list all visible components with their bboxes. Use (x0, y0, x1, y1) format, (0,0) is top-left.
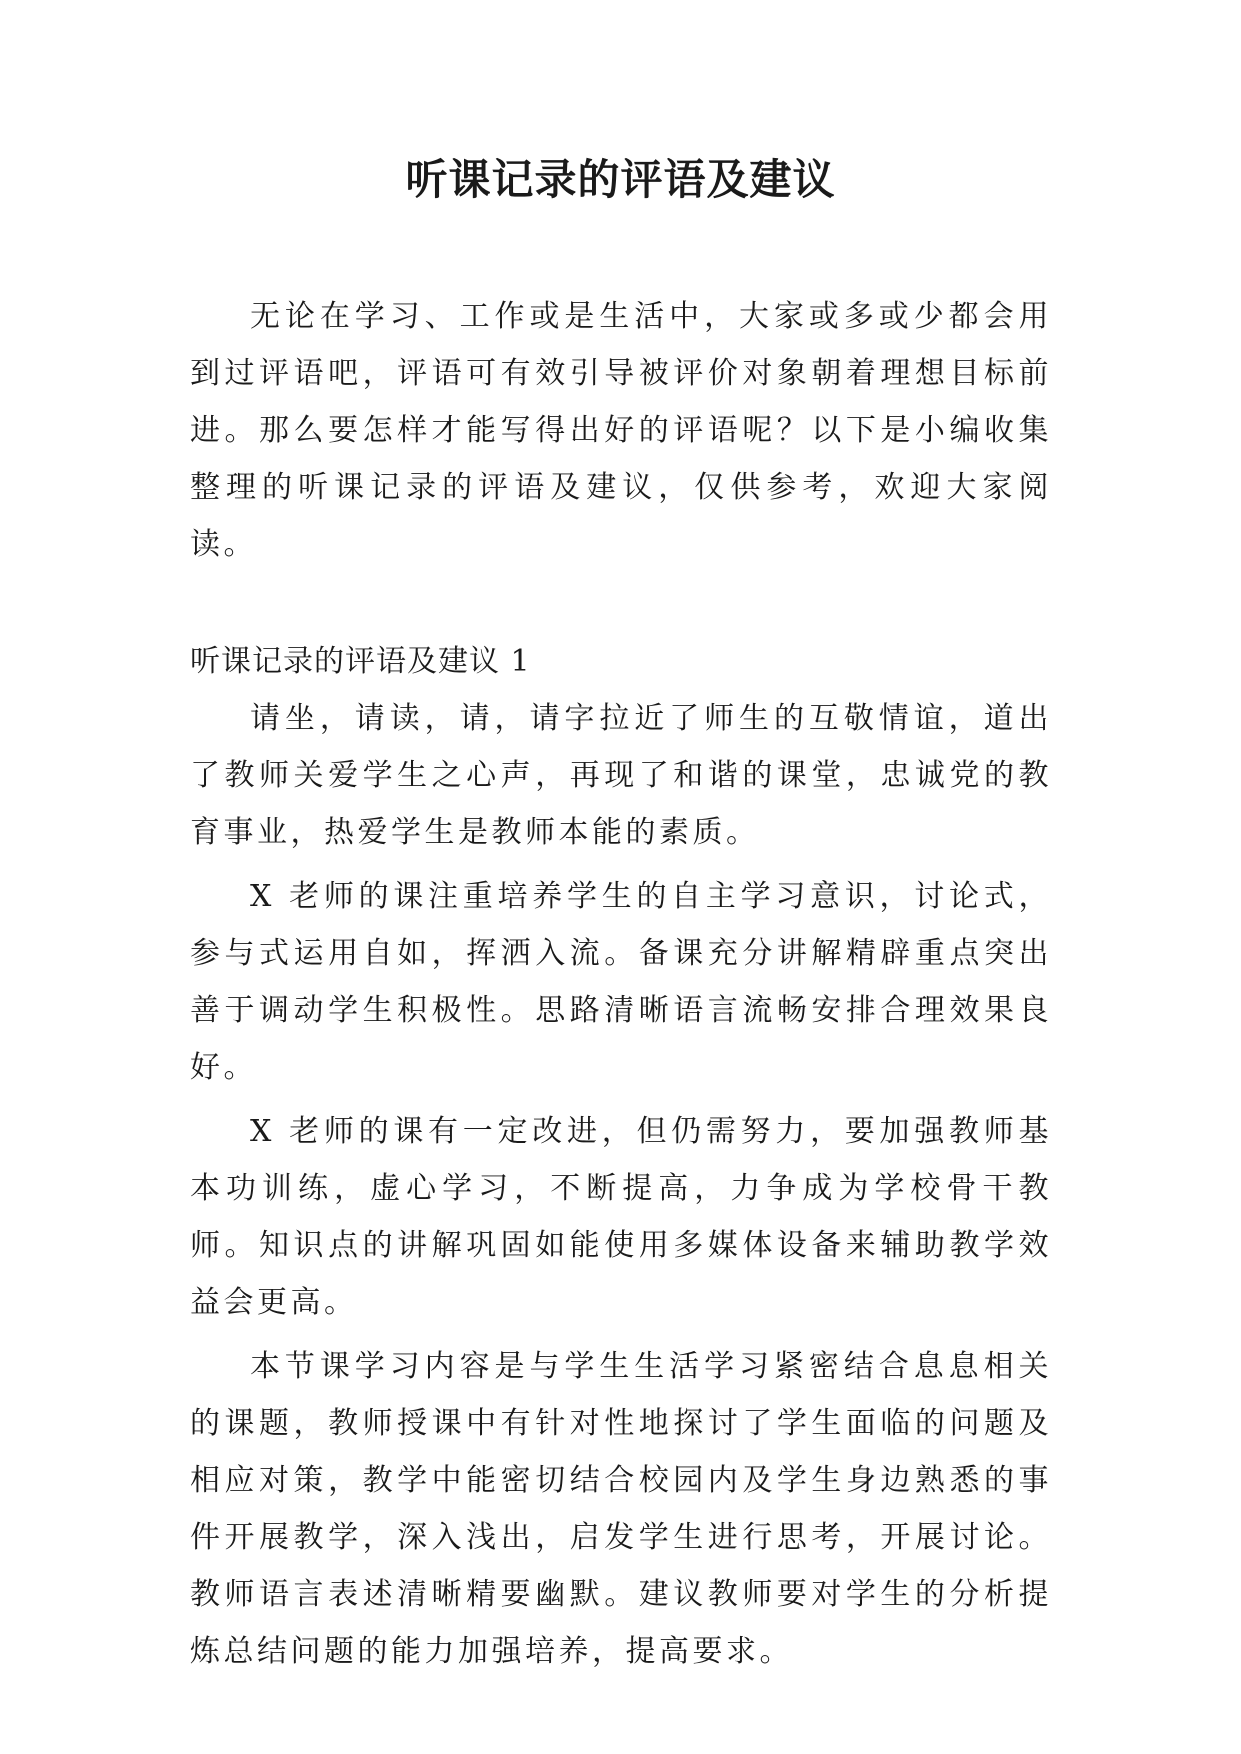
document-body (190, 288, 1052, 1680)
body-paragraph-1: 请坐，请读，请，请字拉近了师生的互敬情谊，道出了教师关爱学生之心声，再现了和谐的课堂，忠诚党的教育事业，热爱学生是教师本能的素质。 (190, 701, 1052, 850)
intro-paragraph: 无论在学习、工作或是生活中，大家或多或少都会用到过评语吧，评语可有效引导被评价对象朝着理想目标前进。那么要怎样才能写得出好的评语呢？以下是小编收集整理的听课记录的评语及建议，仅供参考，欢迎大家阅读。 (190, 299, 1052, 562)
section-heading: 听课记录的评语及建议 1 (190, 644, 531, 679)
page-title: 听课记录的评语及建议 (405, 155, 836, 204)
body-paragraph-2: X 老师的课注重培养学生的自主学习意识，讨论式，参与式运用自如，挥洒入流。备课充分讲解精辟重点突出善于调动学生积极性。思路清晰语言流畅安排合理效果良好。 (190, 879, 1052, 1085)
body-paragraph-3: X 老师的课有一定改进，但仍需努力，要加强教师基本功训练，虚心学习，不断提高，力争成为学校骨干教师。知识点的讲解巩固如能使用多媒体设备来辅助教学效益会更高。 (190, 1114, 1052, 1320)
body-paragraph-4: 本节课学习内容是与学生生活学习紧密结合息息相关的课题，教师授课中有针对性地探讨了学生面临的问题及相应对策，教学中能密切结合校园内及学生身边熟悉的事件开展教学，深入浅出，启发学生进行思考，开展讨论。教师语言表述清晰精要幽默。建议教师要对学生的分析提炼总结问题的能力加强培养，提高要求。 (190, 1349, 1052, 1669)
